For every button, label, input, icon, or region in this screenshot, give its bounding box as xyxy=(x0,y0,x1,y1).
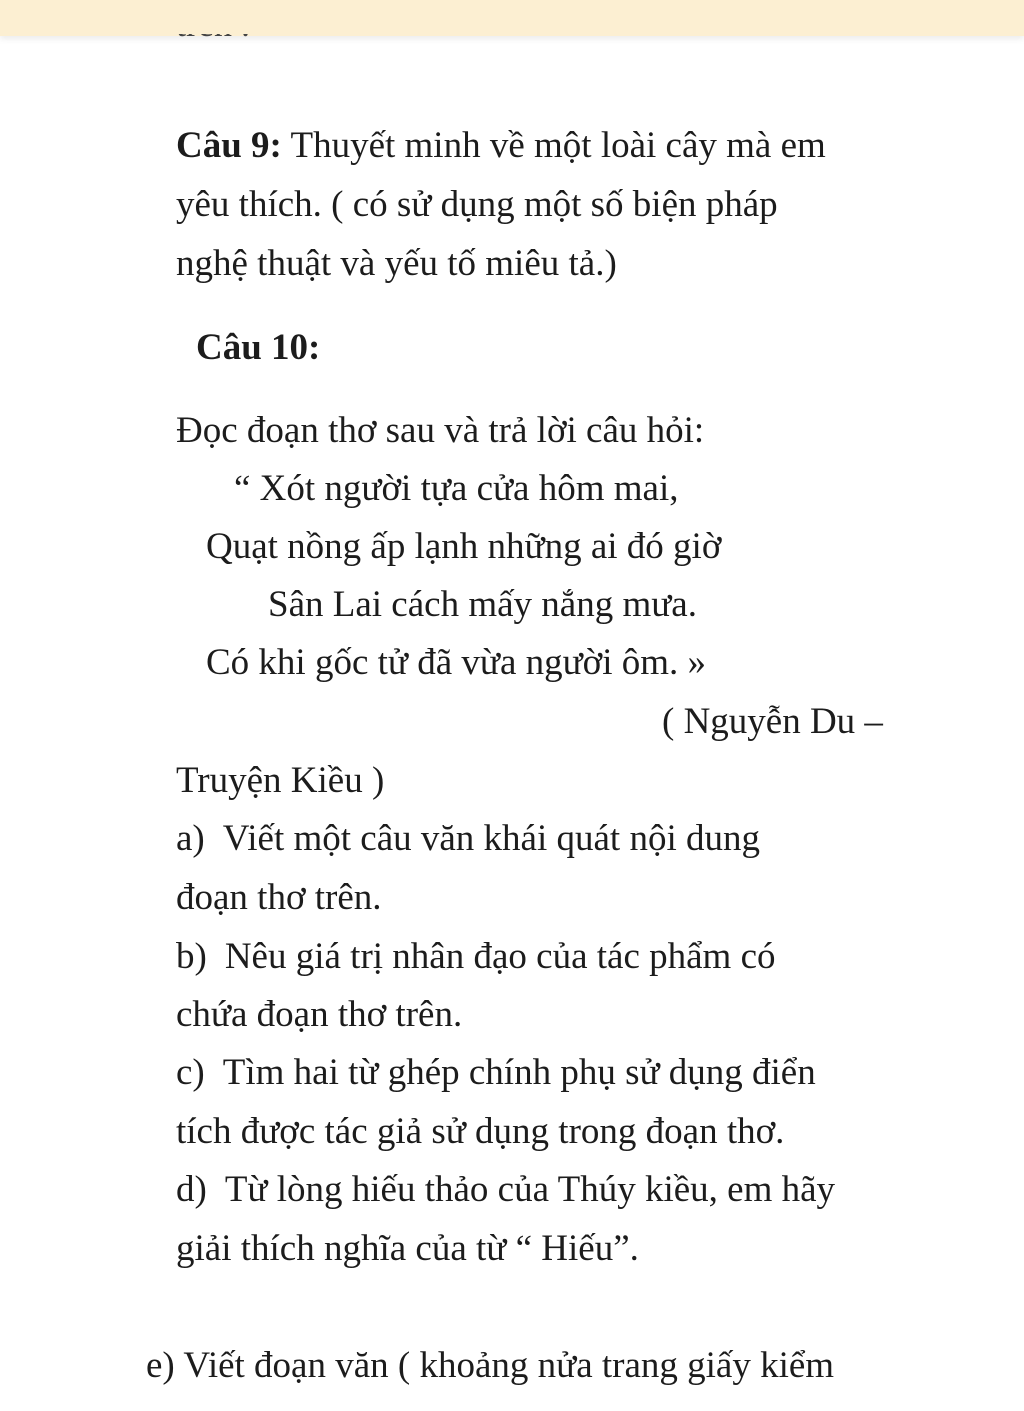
poem-line-2: Quạt nồng ấp lạnh những ai đó giờ xyxy=(206,526,722,567)
item-c-line-2: tích được tác giả sử dụng trong đoạn thơ. xyxy=(176,1111,785,1152)
top-toolbar-band xyxy=(0,0,1024,36)
question-9-label: Câu 9: xyxy=(176,125,282,166)
question-9-text: Thuyết minh về một loài cây mà em xyxy=(290,125,826,166)
item-b-line-2: chứa đoạn thơ trên. xyxy=(176,994,463,1035)
poem-line-1: “ Xót người tựa cửa hôm mai, xyxy=(234,468,679,509)
item-e-line-1: e) Viết đoạn văn ( khoảng nửa trang giấy kiểm xyxy=(146,1345,835,1386)
poem-source-line-2: Truyện Kiều ) xyxy=(176,760,385,801)
item-d-line-2: giải thích nghĩa của từ “ Hiếu”. xyxy=(176,1228,639,1269)
item-b-line-1: b) Nêu giá trị nhân đạo của tác phẩm có xyxy=(176,936,776,977)
item-d-line-1: d) Từ lòng hiếu thảo của Thúy kiều, em hãy xyxy=(176,1169,836,1210)
question-9-line-1 xyxy=(176,124,826,168)
poem-line-4: Có khi gốc tử đã vừa người ôm. » xyxy=(206,642,707,683)
question-9-line-3: nghệ thuật và yếu tố miêu tả.) xyxy=(176,243,617,284)
question-10-prompt: Đọc đoạn thơ sau và trả lời câu hỏi: xyxy=(176,410,705,451)
item-c-marker: c) xyxy=(176,1052,205,1093)
poem-line-3: Sân Lai cách mấy nắng mưa. xyxy=(268,584,697,625)
poem-source-line-1: ( Nguyễn Du – xyxy=(662,701,883,742)
question-10-label: Câu 10: xyxy=(196,327,321,368)
question-9-line-2: yêu thích. ( có sử dụng một số biện pháp xyxy=(176,184,778,225)
item-b-marker: b) xyxy=(176,936,207,977)
item-a-line-2: đoạn thơ trên. xyxy=(176,877,382,918)
item-d-marker: d) xyxy=(176,1169,207,1210)
item-a-marker: a) xyxy=(176,818,205,859)
item-c-line-1: c) Tìm hai từ ghép chính phụ sử dụng điển xyxy=(176,1052,816,1093)
item-a-line-1: a) Viết một câu văn khái quát nội dung xyxy=(176,818,760,859)
